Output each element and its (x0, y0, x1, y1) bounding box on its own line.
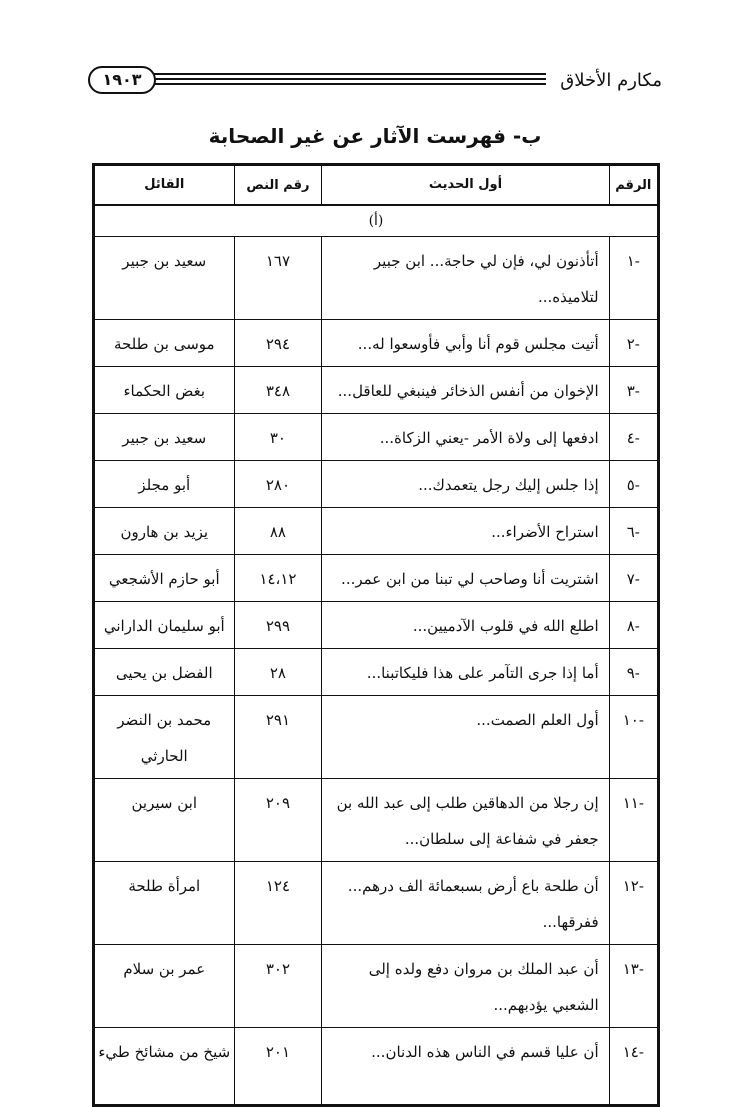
row-speaker: الفضل بن يحيى (94, 649, 235, 696)
table-row (94, 649, 659, 696)
row-speaker: محمد بن النضر الحارثي (94, 696, 235, 779)
index-table (92, 163, 660, 1107)
table-row (94, 320, 659, 367)
row-speaker: بغض الحكماء (94, 367, 235, 414)
row-ref: ٢٨٠ (234, 461, 322, 508)
row-speaker: شيخ من مشائخ طيء (94, 1028, 235, 1106)
page-number: ١٩٠٣ (88, 66, 156, 94)
row-text: الإخوان من أنفس الذخائر فينبغي للعاقل... (322, 367, 609, 414)
table-row (94, 237, 659, 320)
table-row (94, 779, 659, 862)
row-number: -٢ (609, 320, 658, 367)
table-row (94, 555, 659, 602)
row-text: أول العلم الصمت... (322, 696, 609, 779)
row-ref: ٨٨ (234, 508, 322, 555)
row-speaker: ابن سيرين (94, 779, 235, 862)
row-ref: ٣٠٢ (234, 945, 322, 1028)
row-number: -١٢ (609, 862, 658, 945)
letter-heading-row (94, 205, 659, 237)
row-speaker: امرأة طلحة (94, 862, 235, 945)
table-row (94, 1028, 659, 1106)
row-speaker: أبو مجلز (94, 461, 235, 508)
row-number: -٣ (609, 367, 658, 414)
row-text: إذا جلس إليك رجل يتعمدك... (322, 461, 609, 508)
row-number: -٥ (609, 461, 658, 508)
row-number: -٧ (609, 555, 658, 602)
row-text: استراح الأضراء... (322, 508, 609, 555)
row-ref: ٣٤٨ (234, 367, 322, 414)
row-number: -١ (609, 237, 658, 320)
row-ref: ٢٩١ (234, 696, 322, 779)
row-ref: ١٢٤ (234, 862, 322, 945)
book-title: مكارم الأخلاق (560, 70, 662, 91)
row-text: ادفعها إلى ولاة الأمر -يعني الزكاة... (322, 414, 609, 461)
table-header-row (94, 165, 659, 206)
row-text: إن رجلا من الدهاقين طلب إلى عبد الله بن جعفر في شفاعة إلى سلطان... (322, 779, 609, 862)
row-ref: ٢٠٩ (234, 779, 322, 862)
row-number: -٦ (609, 508, 658, 555)
table-row (94, 367, 659, 414)
row-number: -٨ (609, 602, 658, 649)
table-row (94, 414, 659, 461)
row-text: اطلع الله في قلوب الآدميين... (322, 602, 609, 649)
row-speaker: سعيد بن جبير (94, 237, 235, 320)
row-speaker: أبو حازم الأشجعي (94, 555, 235, 602)
table-row (94, 461, 659, 508)
table-row (94, 945, 659, 1028)
column-header-num: الرقم (609, 165, 658, 206)
page-header (88, 64, 662, 98)
table-row (94, 696, 659, 779)
row-text: أتيت مجلس قوم أنا وأبي فأوسعوا له... (322, 320, 609, 367)
section-title: ب- فهرست الآثار عن غير الصحابة (208, 124, 542, 148)
row-number: -٤ (609, 414, 658, 461)
table-row (94, 602, 659, 649)
row-text: اشتريت أنا وصاحب لي تبنا من ابن عمر... (322, 555, 609, 602)
row-number: -١٣ (609, 945, 658, 1028)
row-ref: ٢٨ (234, 649, 322, 696)
column-header-speaker: القائل (94, 165, 235, 206)
row-speaker: أبو سليمان الداراني (94, 602, 235, 649)
row-text: أن عبد الملك بن مروان دفع ولده إلى الشعبي يؤدبهم... (322, 945, 609, 1028)
table-row (94, 862, 659, 945)
letter-heading: (أ) (94, 205, 659, 237)
row-text: أتأذنون لي، فإن لي حاجة... ابن جبير لتلاميذه... (322, 237, 609, 320)
row-ref: ٢٩٤ (234, 320, 322, 367)
row-text: أن عليا قسم في الناس هذه الدنان... (322, 1028, 609, 1106)
row-number: -٩ (609, 649, 658, 696)
table-row (94, 508, 659, 555)
header-rule (154, 83, 546, 85)
header-rule (154, 78, 546, 80)
row-speaker: موسى بن طلحة (94, 320, 235, 367)
row-text: أن طلحة باع أرض بسبعمائة الف درهم... ففرقها... (322, 862, 609, 945)
row-speaker: سعيد بن جبير (94, 414, 235, 461)
row-text: أما إذا جرى التآمر على هذا فليكاتبنا... (322, 649, 609, 696)
row-ref: ٣٠ (234, 414, 322, 461)
row-number: -١١ (609, 779, 658, 862)
column-header-ref: رقم النص (234, 165, 322, 206)
row-speaker: عمر بن سلام (94, 945, 235, 1028)
header-rule (154, 73, 546, 75)
row-ref: ١٤،١٢ (234, 555, 322, 602)
column-header-text: أول الحديث (322, 165, 609, 206)
row-ref: ٢٩٩ (234, 602, 322, 649)
row-speaker: يزيد بن هارون (94, 508, 235, 555)
row-ref: ١٦٧ (234, 237, 322, 320)
row-number: -١٠ (609, 696, 658, 779)
row-number: -١٤ (609, 1028, 658, 1106)
row-ref: ٢٠١ (234, 1028, 322, 1106)
